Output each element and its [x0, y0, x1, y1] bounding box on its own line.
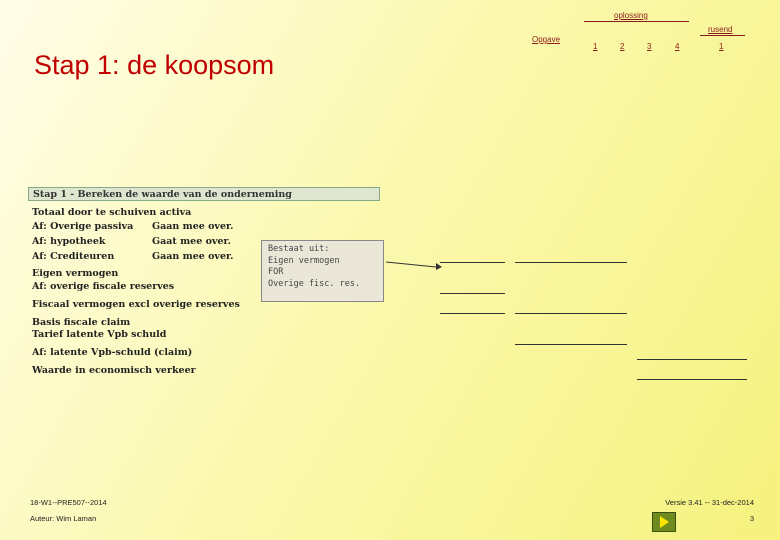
col1-underline-1	[440, 262, 505, 263]
nav-rusend-divider	[700, 35, 745, 36]
footer-course-code: 18-W1--PRE507--2014	[30, 498, 107, 507]
popup-arrow-icon	[384, 260, 444, 272]
nav-oplossing-step-1[interactable]: 1	[593, 42, 598, 51]
row-hypotheek-sub: Gaat mee over.	[152, 236, 231, 247]
col1-underline-2	[440, 293, 505, 294]
col3-underline-1	[637, 359, 747, 360]
nav-rusend-link[interactable]: rusend	[708, 25, 733, 34]
sheet-header: Stap 1 - Bereken de waarde van de onderneming	[28, 187, 380, 201]
row-hypotheek-label: Af: hypotheek	[32, 236, 106, 247]
row-overige-label: Af: Overige passiva	[32, 221, 134, 232]
row-totaal-label: Totaal door te schuiven activa	[32, 207, 192, 218]
page-title: Stap 1: de koopsom	[34, 50, 275, 80]
row-af-overige-fiscale-label: Af: overige fiscale reserves	[32, 281, 175, 292]
col3-underline-2	[637, 379, 747, 380]
eigen-vermogen-popup: Bestaat uit: Eigen vermogen FOR Overige fisc. res.	[261, 240, 384, 302]
row-waarde-label: Waarde in economisch verkeer	[32, 365, 196, 376]
row-crediteuren-sub: Gaan mee over.	[152, 251, 234, 262]
col1-underline-3	[440, 313, 505, 314]
nav-rusend-step-1[interactable]: 1	[719, 42, 724, 51]
footer-author: Auteur: Wim Laman	[30, 514, 97, 523]
row-eigen-label: Eigen vermogen	[32, 268, 119, 279]
nav-oplossing-step-3[interactable]: 3	[647, 42, 652, 51]
col2-underline-2	[515, 313, 627, 314]
nav-oplossing-step-4[interactable]: 4	[675, 42, 680, 51]
row-overige-sub: Gaan mee over.	[152, 221, 234, 232]
next-slide-play-icon[interactable]	[652, 512, 676, 532]
nav-opgave-link[interactable]: Opgave	[532, 35, 561, 44]
nav-oplossing-step-2[interactable]: 2	[620, 42, 625, 51]
col2-underline-3	[515, 344, 627, 345]
row-basis-label: Basis fiscale claim	[32, 317, 131, 328]
footer-page-number: 3	[749, 514, 754, 523]
row-crediteuren-label: Af: Crediteuren	[32, 251, 115, 262]
row-fiscaal-label: Fiscaal vermogen excl overige reserves	[32, 299, 240, 310]
footer-version: Versie 3.41 -- 31-dec-2014	[665, 498, 754, 507]
col2-underline-1	[515, 262, 627, 263]
row-latente-label: Af: latente Vpb-schuld (claim)	[32, 347, 193, 358]
row-tarief-label: Tarief latente Vpb schuld	[32, 329, 167, 340]
nav-oplossing-link[interactable]: oplossing	[614, 11, 648, 20]
nav-oplossing-divider	[584, 21, 689, 22]
